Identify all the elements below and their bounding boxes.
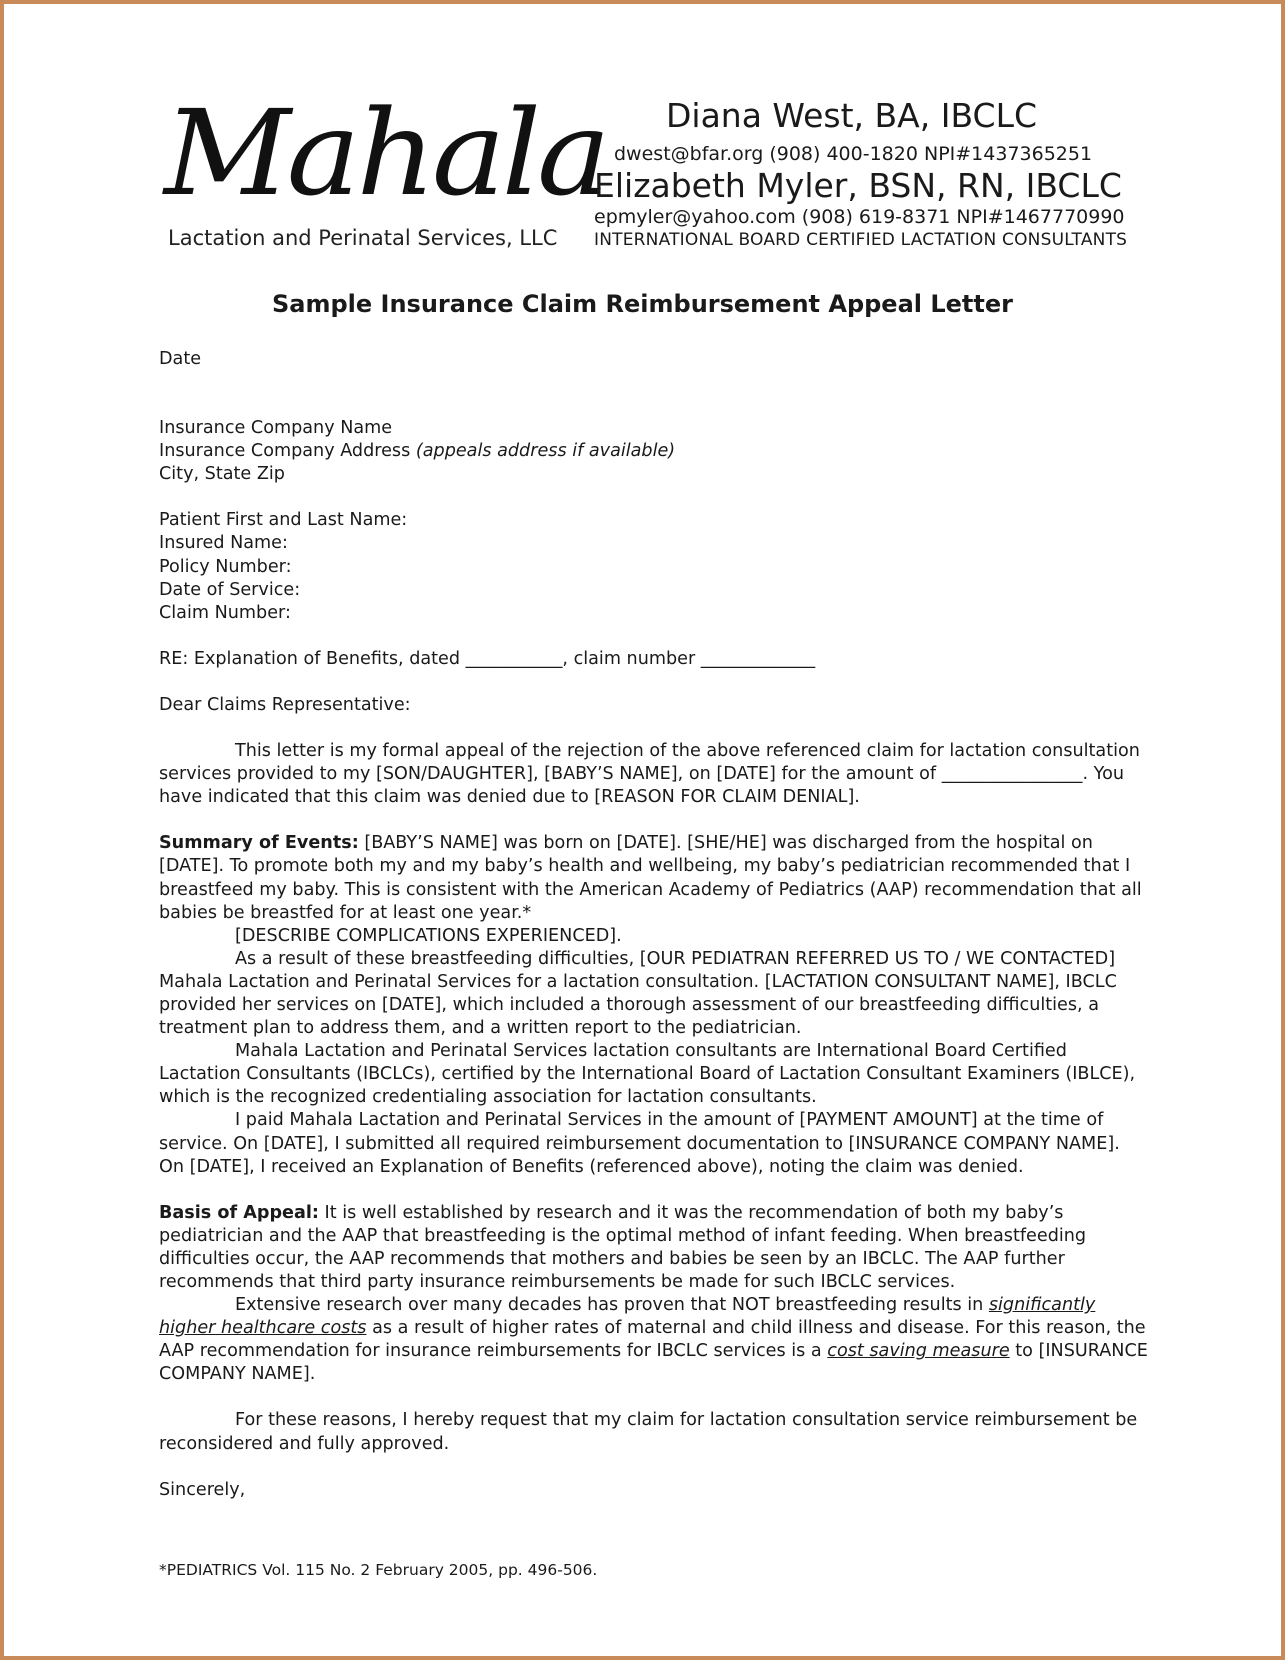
summary-paragraph-3: As a result of these breastfeeding difficulties, [OUR PEDIATRAN REFERRED US TO / WE CONTACTED] Mahala Lactation and Perinatal Services for a lactation consultation. [LACTATION CONSULTANT NAME], IBCLC provided her services on [DATE], which included a thorough assessment of our breastfeeding difficulties, a treatment plan to address them, and a written report to the pediatrician. [159,948,1117,1039]
basis-emphasis-saving: cost saving measure [827,1341,1010,1362]
closing-paragraph: For these reasons, I hereby request that my claim for lactation consultation service reimbursement be reconsidered and fully approved. [159,1410,1138,1454]
insured-name-line: Insured Name: [159,533,288,554]
date-line: Date [159,349,202,369]
summary-label: Summary of Events: [159,833,359,854]
basis-paragraph-2 [159,1294,1149,1386]
consultant-contact-1: dwest@bfar.org (908) 400-1820 NPI#1437365251 [614,143,1093,165]
certification-line: INTERNATIONAL BOARD CERTIFIED LACTATION CONSULTANTS [594,230,1128,250]
consultant-name-1: Diana West, BA, IBCLC [666,96,1037,135]
salutation: Dear Claims Representative: [159,694,411,715]
basis-paragraph-1 [159,1202,1149,1294]
patient-name-line: Patient First and Last Name: [159,510,408,531]
company-address-text: Insurance Company Address [159,441,416,462]
re-line: RE: Explanation of Benefits, dated ___________, claim number _____________ [159,648,816,669]
company-name-line: Insurance Company Name [159,418,393,439]
basis-text-1: It is well established by research and it was the recommendation of both my baby’s pediatrician and the AAP that breastfeeding is the optimal method of infant feeding. When breastfeeding difficulties occur, the AAP recommends that mothers and babies be seen by an IBCLC. The AAP further recommends that third party insurance reimbursements be made for such IBCLC services. [159,1202,1087,1292]
company-address-line [159,440,1149,463]
summary-paragraph-4: Mahala Lactation and Perinatal Services lactation consultants are International Board Certified Lactation Consultants (IBCLCs), certified by the International Board of Lactation Consultant Examiners (IBLCE), which is the recognized credentialing association for lactation consultants. [159,1041,1136,1108]
sign-off: Sincerely, [159,1479,246,1500]
basis-text-2c: as a result of higher rates of maternal and child illness and disease. For this reason, the AAP recommendation for insurance reimbursements for IBCLC services is a [159,1318,1146,1362]
consultant-name-2: Elizabeth Myler, BSN, RN, IBCLC [594,166,1122,205]
city-state-zip-line: City, State Zip [159,464,285,485]
summary-paragraph-2: [DESCRIBE COMPLICATIONS EXPERIENCED]. [235,925,622,946]
basis-text-2a: Extensive research over many decades has proven that NOT breastfeeding results in [235,1295,989,1316]
basis-emphasis-costs: significantly higher healthcare costs [159,1295,1096,1339]
footnote: *PEDIATRICS Vol. 115 No. 2 February 2005, pp. 496-506. [159,1561,598,1579]
intro-paragraph: This letter is my formal appeal of the rejection of the above referenced claim for lactation consultation services provided to my [SON/DAUGHTER], [BABY’S NAME], on [DATE] for the amount of ________________. You have indicated that this claim was denied due to [REASON FOR CLAIM DENIAL]. [159,741,1140,808]
summary-paragraph-1 [159,832,1149,924]
company-address-note: (appeals address if available) [415,441,676,462]
consultant-contact-2: epmyler@yahoo.com (908) 619-8371 NPI#1467770990 [594,206,1125,228]
logo-script-text: Mahala [164,84,607,222]
policy-number-line: Policy Number: [159,556,292,577]
summary-text-1: [BABY’S NAME] was born on [DATE]. [SHE/HE] was discharged from the hospital on [DATE]. To promote both my and my baby’s health and wellbeing, my baby’s pediatrician recommended that I breastfeed my baby. This is consistent with the American Academy of Pediatrics (AAP) recommendation that all babies be breastfed for at least one year.* [159,833,1142,923]
basis-text-2e: to [INSURANCE COMPANY NAME]. [159,1341,1148,1385]
letter-body [159,348,1149,1502]
logo-subtitle: Lactation and Perinatal Services, LLC [168,226,558,250]
basis-label: Basis of Appeal: [159,1202,319,1223]
claim-number-line: Claim Number: [159,602,291,623]
date-of-service-line: Date of Service: [159,579,301,600]
mahala-logo [164,84,607,254]
document-title: Sample Insurance Claim Reimbursement Appeal Letter [272,290,1013,318]
summary-paragraph-5: I paid Mahala Lactation and Perinatal Services in the amount of [PAYMENT AMOUNT] at the time of service. On [DATE], I submitted all required reimbursement documentation to [INSURANCE COMPANY NAME]. On [DATE], I received an Explanation of Benefits (referenced above), noting the claim was denied. [159,1110,1120,1177]
